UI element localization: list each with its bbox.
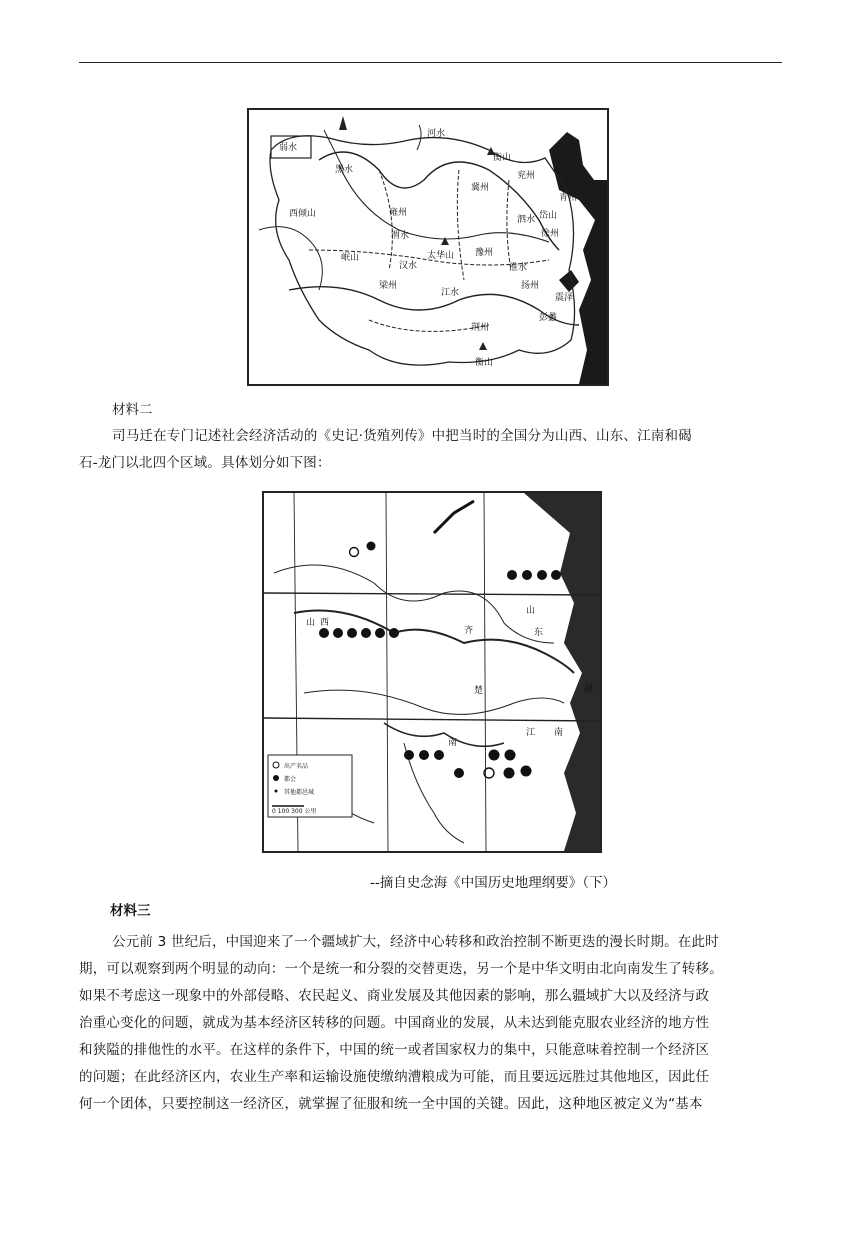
legend-item-3: 其他都邑城 — [284, 789, 315, 796]
label-jingzhou: 荆州 — [471, 323, 490, 333]
label-yongzhou: 雍州 — [389, 208, 408, 218]
label-jizhou: 冀州 — [471, 183, 490, 193]
label-hanshui: 汉水 — [399, 261, 418, 271]
label-hengshan-south: 衡山 — [475, 358, 494, 368]
label-xuzhou: 徐州 — [541, 229, 560, 239]
label-weishui: 渭水 — [391, 231, 410, 241]
label-hengshan-north: 衡山 — [493, 153, 512, 163]
legend-item-2: 都会 — [284, 776, 297, 783]
material3-line: 何一个团体，只要控制这一经济区，就掌握了征服和统一全中国的关键。因此，这种地区被定义为“基本 — [79, 1096, 703, 1112]
region-label-shanxi-b: 西 — [320, 618, 330, 628]
material3-heading: 材料三 — [110, 903, 151, 919]
material3-line: 和狭隘的排他性的水平。在这样的条件下，中国的统一或者国家权力的集中，只能意味着控制一个经济区 — [79, 1042, 710, 1058]
legend-item-1: 出产名品 — [284, 763, 309, 770]
label-heshui: 河水 — [427, 129, 446, 139]
material3-line: 如果不考虑这一现象中的外部侵略、农民起义、商业发展及其他因素的影响，那么疆域扩大以及经济与政 — [79, 988, 710, 1004]
region-label-shandong-a: 山 — [526, 606, 536, 616]
region-label-jiangnan-b: 南 — [554, 728, 564, 738]
label-ruoshui: 弱水 — [279, 143, 298, 153]
figure-caption: --摘自史念海《中国历史地理纲要》（下） — [370, 875, 616, 891]
label-jiangshui: 江水 — [441, 288, 460, 298]
material2-body-line1: 司马迁在专门记述社会经济活动的《史记·货殖列传》中把当时的全国分为山西、山东、江南和碣 — [112, 428, 692, 444]
nine-provinces-map-drawing — [249, 110, 607, 384]
region-label-chu: 楚 — [474, 686, 484, 696]
header-rule — [79, 62, 782, 63]
four-regions-map — [262, 491, 602, 853]
nine-provinces-map — [247, 108, 609, 386]
label-zhenze: 震泽 — [555, 293, 574, 303]
label-taishan: 岱山 — [539, 211, 558, 221]
region-label-nan: 南 — [448, 738, 458, 748]
region-label-jiangnan-a: 江 — [526, 728, 536, 738]
label-liangzhou: 梁州 — [379, 281, 398, 291]
label-yanzhou: 兖州 — [517, 171, 536, 181]
region-label-shanxi-a: 山 — [306, 618, 316, 628]
material3-line: 治重心变化的问题，就成为基本经济区转移的问题。中国商业的发展，从未达到能克服农业经济的地方性 — [79, 1015, 710, 1031]
material3-line: 期，可以观察到两个明显的动向：一个是统一和分裂的交替更迭，另一个是中华文明由北向南发生了转移。 — [79, 961, 723, 977]
region-label-shandong-b: 东 — [534, 628, 544, 638]
four-regions-map-drawing — [264, 493, 600, 851]
label-taihuashan: 太华山 — [427, 251, 455, 261]
label-heishui: 黑水 — [335, 165, 354, 175]
material3-line: 公元前 3 世纪后，中国迎来了一个疆域扩大，经济中心转移和政治控制不断更迭的漫长时期。在此时 — [112, 934, 719, 950]
region-label-qi: 齐 — [464, 626, 474, 636]
label-yangzhou: 扬州 — [521, 281, 540, 291]
label-minshan: 岷山 — [341, 253, 360, 263]
label-qingzhou: 青州 — [559, 193, 578, 203]
label-sishui: 泗水 — [517, 215, 536, 225]
material2-body-line2: 石-龙门以北四个区域。具体划分如下图： — [79, 455, 331, 471]
material3-line: 的问题；在此经济区内，农业生产率和运输设施使缴纳漕粮成为可能，而且要远远胜过其他地区，因此任 — [79, 1069, 710, 1085]
material2-heading: 材料二 — [112, 402, 153, 418]
region-label-yue: 越 — [584, 684, 594, 694]
label-xiqingshan: 西倾山 — [289, 209, 317, 219]
label-yuzhou: 豫州 — [475, 248, 494, 258]
legend-scale: 0 100 300 公里 — [272, 808, 317, 815]
label-huaishui: 淮水 — [509, 263, 528, 273]
label-pengli: 彭蠡 — [539, 313, 558, 323]
